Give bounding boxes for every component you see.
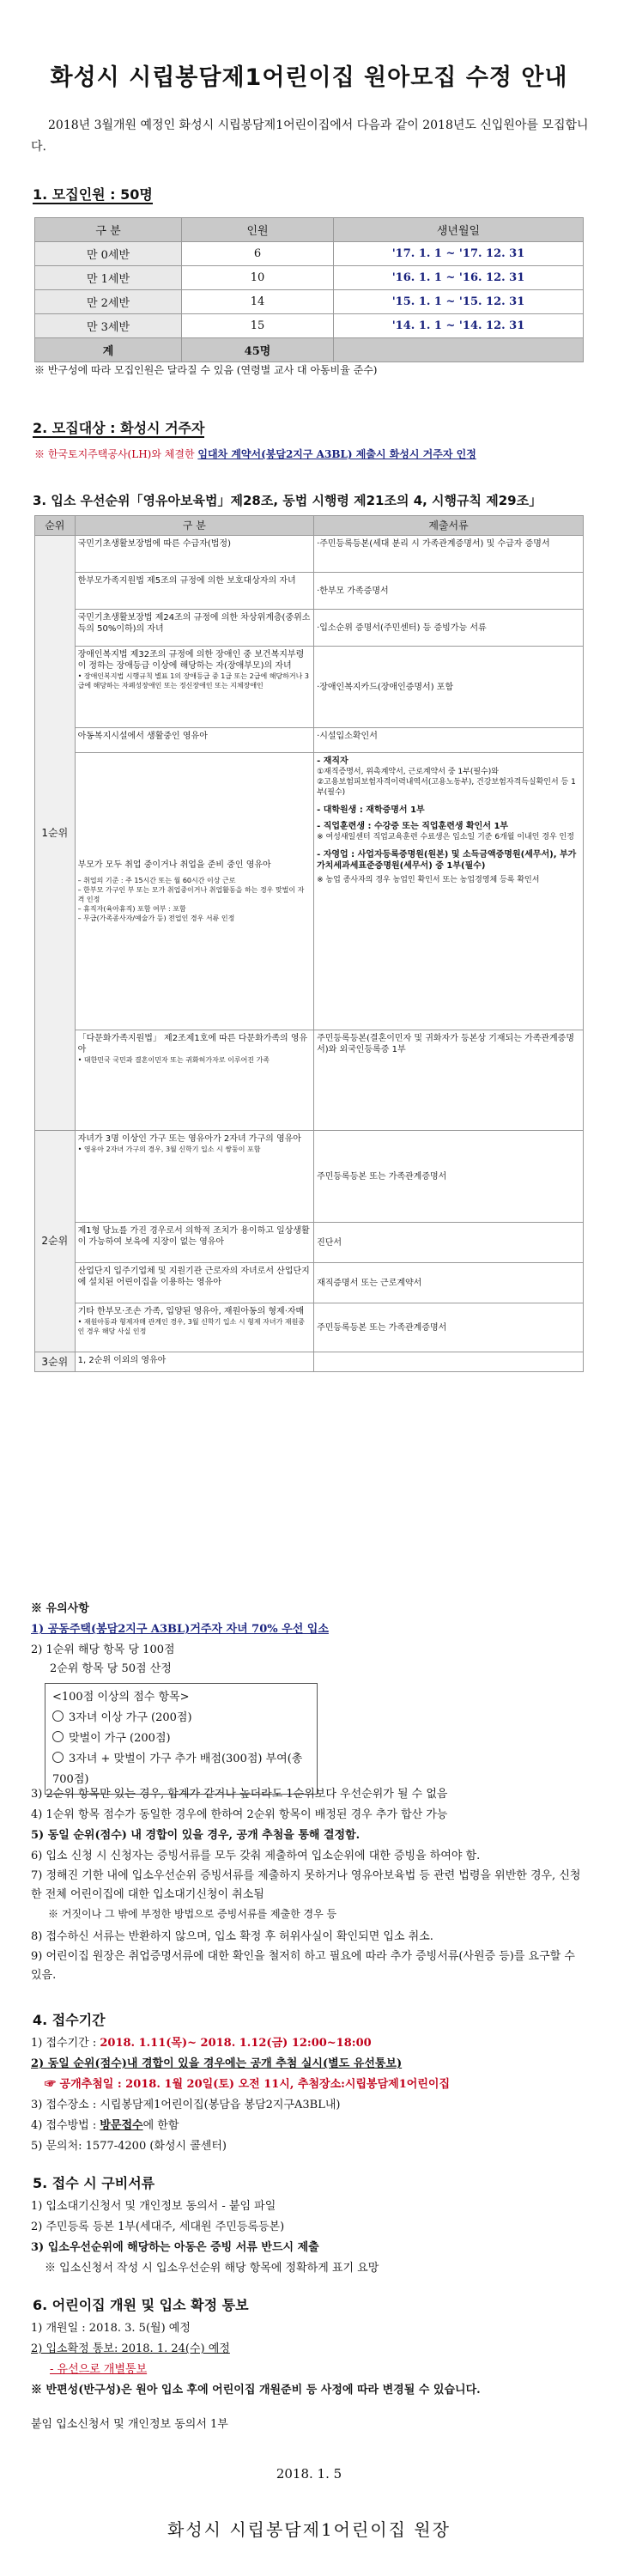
list-item: 3자녀 이상 가구 (200점) xyxy=(52,1708,310,1728)
table-row: 「다문화가족지원법」 제2조제1호에 따른 다문화가족의 영유아 • 대한민국 국민과 결혼이민자 또는 귀화허가자로 이루어진 가족 주민등록등본(결혼이민자 및 귀화자가 등본상 기재되는 가족관계증명서)와 외국인등록증 1부 xyxy=(35,1030,584,1131)
notice-2b: 2순위 항목 당 50점 산정 xyxy=(50,1662,172,1675)
notice-3: 3) 2순위 항목만 있는 경우, 합계가 같거나 높더라도 1순위보다 우선순위가 될 수 없음 xyxy=(31,1788,448,1801)
table-row: 기타 한부모·조손 가족, 입양된 영유아, 재원아동의 형제·자매 • 재원아동과 형제자매 관계인 경우, 3월 신학기 입소 시 형제 자녀가 재원중인 경우 해당 사실 인정 주민등록등본 또는 가족관계증명서 xyxy=(35,1303,584,1352)
s6-line-3: ※ 반편성(반구성)은 원아 입소 후에 어린이집 개원준비 등 사정에 따라 변경될 수 있습니다. xyxy=(31,2384,481,2397)
section-3-heading: 3. 입소 우선순위「영유아보육법」제28조, 동법 시행령 제21조의 4, 시행규칙 제29조」 xyxy=(33,493,542,508)
table-row: 2순위 자녀가 3명 이상인 가구 또는 영유아가 2자녀 가구의 영유아 • 영유아 2자녀 가구의 경우, 3월 신학기 입소 시 쌍둥이 포함 주민등록등본 또는 가족관계증명서 xyxy=(35,1131,584,1223)
document-date: 2018. 1. 5 xyxy=(276,2466,342,2482)
header-count: 인원 xyxy=(182,218,334,242)
table-row: 국민기초생활보장법 제24조의 규정에 의한 차상위계층(중위소득의 50%이하)의 자녀 ·입소순위 증명서(주민센터) 등 증빙가능 서류 xyxy=(35,610,584,647)
rank-3: 3순위 xyxy=(35,1352,76,1372)
list-item: 3자녀 + 맞벌이 가구 추가 배점(300점) 부여(총700점) xyxy=(52,1753,303,1786)
header-dob: 생년월일 xyxy=(334,218,584,242)
table-row: 아동복지시설에서 생활중인 영유아 ·시설입소확인서 xyxy=(35,728,584,753)
table-row: 만 1세반 10 '16. 1. 1 ~ '16. 12. 31 xyxy=(35,266,584,290)
s4-line-5: 5) 문의처: 1577-4200 (화성시 콜센터) xyxy=(31,2140,227,2153)
score-box: <100점 이상의 점수 항목> 3자녀 이상 가구 (200점) 맞벌이 가구 (200점) 3자녀 + 맞벌이 가구 추가 배점(300점) 부여(총700점) xyxy=(45,1683,318,1795)
notice-1: 1) 공동주택(봉담2지구 A3BL)거주자 자녀 70% 우선 입소 xyxy=(31,1623,329,1636)
table-row: 만 0세반 6 '17. 1. 1 ~ '17. 12. 31 xyxy=(35,242,584,266)
circle-icon xyxy=(52,1731,64,1742)
rank-1: 1순위 xyxy=(35,536,76,1131)
s5-line-3: 3) 입소우선순위에 해당하는 아동은 증빙 서류 반드시 제출 xyxy=(31,2241,319,2254)
intro-text: 2018년 3월개원 예정인 화성시 시립봉담제1어린이집에서 다음과 같이 2018년도 신입원아를 모집합니다. xyxy=(31,118,589,154)
s5-line-2: 2) 주민등록 등본 1부(세대주, 세대원 주민등록등본) xyxy=(31,2221,285,2233)
circle-icon xyxy=(52,1710,64,1722)
s4-line-3: 3) 접수장소 : 시립봉담제1어린이집(봉담읍 봉담2지구A3BL내) xyxy=(31,2099,341,2111)
attachment-note: 붙임 입소신청서 및 개인정보 동의서 1부 xyxy=(31,2418,228,2431)
s4-line-2b: ☞ 공개추첨일 : 2018. 1월 20일(토) 오전 11시, 추첨장소:시립봉담제1어린이집 xyxy=(45,2078,451,2091)
table-row: 부모가 모두 취업 중이거나 취업을 준비 중인 영유아 – 취업의 기준 : 주 15시간 또는 월 60시간 이상 근로 – 한부모 가구인 부 또는 모가 취업중이거나 취업활동을 하는 경우 맞벌이 자격 인정 – 휴직자(육아휴직) 포함 여부 : 포함 – 무급(가족종사자/예술가 등) 전업인 경우 서류 인정 - 재직자 ①재직증명서, 위촉계약서, 근로계약서 중 1부(필수)와 ②고용보험피보험자격이력내역서(고용노동부), 건강보험자격득실확인서 등 1부(필수) - 대학원생 : 재학증명서 1부 - 직업훈련생 : 수강증 또는 직업훈련생 확인서 1부 ※ 여성새일센터 직업교육훈련 수료생은 입소일 기준 6개월 이내인 경우 인정 - 자영업 : 사업자등록증명원(원본) 및 소득금액증명원(세무서), 부가가치세과세표준증명원(세무서) 중 1부(필수) ※ 농업 종사자의 경우 농업인 확인서 또는 농업경영체 등록 확인서 xyxy=(35,753,584,1030)
table-row: 3순위 1, 2순위 이외의 영유아 xyxy=(35,1352,584,1372)
notice-heading: ※ 유의사항 xyxy=(31,1602,89,1615)
section-4-heading: 4. 접수기간 xyxy=(33,2012,106,2028)
table-total-row: 계 45명 xyxy=(35,338,584,362)
table-row: 만 2세반 14 '15. 1. 1 ~ '15. 12. 31 xyxy=(35,290,584,314)
s6-line-2: 2) 입소확정 통보: 2018. 1. 24(수) 예정 xyxy=(31,2342,230,2355)
notice-8: 8) 접수하신 서류는 반환하지 않으며, 입소 확정 후 허위사실이 확인되면 입소 취소. xyxy=(31,1930,433,1943)
table-row: 1순위 국민기초생활보장법에 따른 수급자(법정) ·주민등록등본(세대 분리 시 가족관계증명서) 및 수급자 증명서 xyxy=(35,536,584,573)
priority-table xyxy=(34,515,584,1372)
header-class: 구 분 xyxy=(35,218,182,242)
notice-5: 5) 동일 순위(점수) 내 경합이 있을 경우, 공개 추첨을 통해 결정함. xyxy=(31,1829,360,1842)
section-1-heading: 1. 모집인원 : 50명 xyxy=(33,186,153,203)
section-5-heading: 5. 접수 시 구비서류 xyxy=(33,2175,155,2191)
notice-4: 4) 1순위 항목 점수가 동일한 경우에 한하여 2순위 항목이 배정된 경우 추가 합산 가능 xyxy=(31,1808,448,1821)
section-1-note: ※ 반구성에 따라 모집인원은 달라질 수 있음 (연령별 교사 대 아동비율 준수) xyxy=(34,364,378,376)
s4-line-2: 2) 동일 순위(점수)내 경합이 있을 경우에는 공개 추첨 실시(별도 유선통보) xyxy=(31,2057,403,2070)
notice-9: 9) 어린이집 원장은 취업증명서류에 대한 확인을 철저히 하고 필요에 따라 추가 증빙서류(사원증 등)를 요구할 수 있음. xyxy=(31,1950,575,1982)
s5-line-3b: ※ 입소신청서 작성 시 입소우선순위 해당 항목에 정확하게 표기 요망 xyxy=(45,2262,379,2275)
table-row: 제1형 당뇨를 가진 경우로서 의학적 조치가 용이하고 일상생활이 가능하여 보육에 지장이 없는 영유아 진단서 xyxy=(35,1223,584,1263)
s4-line-4: 4) 접수방법 : 방문접수에 한함 xyxy=(31,2119,179,2132)
page-title: 화성시 시립봉담제1어린이집 원아모집 수정 안내 xyxy=(50,64,568,91)
table-header-row: 순위 구 분 제출서류 xyxy=(35,516,584,536)
s6-line-1: 1) 개원일 : 2018. 3. 5(월) 예정 xyxy=(31,2322,191,2335)
list-item: 맞벌이 가구 (200점) xyxy=(52,1728,310,1749)
notice-7b: ※ 거짓이나 그 밖에 부정한 방법으로 증빙서류를 제출한 경우 등 xyxy=(48,1908,337,1920)
table-row: 장애인복지법 제32조의 규정에 의한 장애인 중 보건복지부령이 정하는 장애등급 이상에 해당하는 자(장애부모)의 자녀 • 장애인복지법 시행규칙 별표 1의 장애등급 중 1급 또는 2급에 해당하거나 3급에 해당하는 자폐성장애인 또는 정신장애인 또는 지체장애인 ·장애인복지카드(장애인증명서) 포함 xyxy=(35,647,584,728)
notice-6: 6) 입소 신청 시 신청자는 증빙서류를 모두 갖춰 제출하여 입소순위에 대한 증빙을 하여야 함. xyxy=(31,1850,481,1862)
table-row: 한부모가족지원법 제5조의 규정에 의한 보호대상자의 자녀 ·한부모 가족증명서 xyxy=(35,573,584,610)
rank-2: 2순위 xyxy=(35,1131,76,1352)
enrollment-table xyxy=(34,217,584,362)
signature: 화성시 시립봉담제1어린이집 원장 xyxy=(167,2519,451,2540)
table-row: 만 3세반 15 '14. 1. 1 ~ '14. 12. 31 xyxy=(35,314,584,338)
section-2-note: ※ 한국토지주택공사(LH)와 체결한 임대차 계약서(봉담2지구 A3BL) 제출시 화성시 거주자 인정 xyxy=(34,448,476,460)
section-2-heading: 2. 모집대상 : 화성시 거주자 xyxy=(33,420,205,436)
s6-line-2b: - 유선으로 개별통보 xyxy=(50,2363,148,2376)
notice-2: 2) 1순위 해당 항목 당 100점 xyxy=(31,1643,175,1656)
s5-line-1: 1) 입소대기신청서 및 개인정보 동의서 - 붙임 파일 xyxy=(31,2200,276,2213)
s4-line-1: 1) 접수기간 : 2018. 1.11(목)~ 2018. 1.12(금) 12:00~18:00 xyxy=(31,2037,372,2050)
circle-icon xyxy=(52,1752,64,1763)
notice-7: 7) 정해진 기한 내에 입소우선순위 증빙서류를 제출하지 못하거나 영유아보육법 등 관련 법령을 위반한 경우, 신청한 전체 어린이집에 대한 입소대기신청이 취소됨 xyxy=(31,1869,581,1901)
section-6-heading: 6. 어린이집 개원 및 입소 확정 통보 xyxy=(33,2297,249,2313)
table-header-row xyxy=(35,218,584,242)
table-row: 산업단지 입주기업체 및 지원기관 근로자의 자녀로서 산업단지에 설치된 어린이집을 이용하는 영유아 재직증명서 또는 근로계약서 xyxy=(35,1263,584,1303)
